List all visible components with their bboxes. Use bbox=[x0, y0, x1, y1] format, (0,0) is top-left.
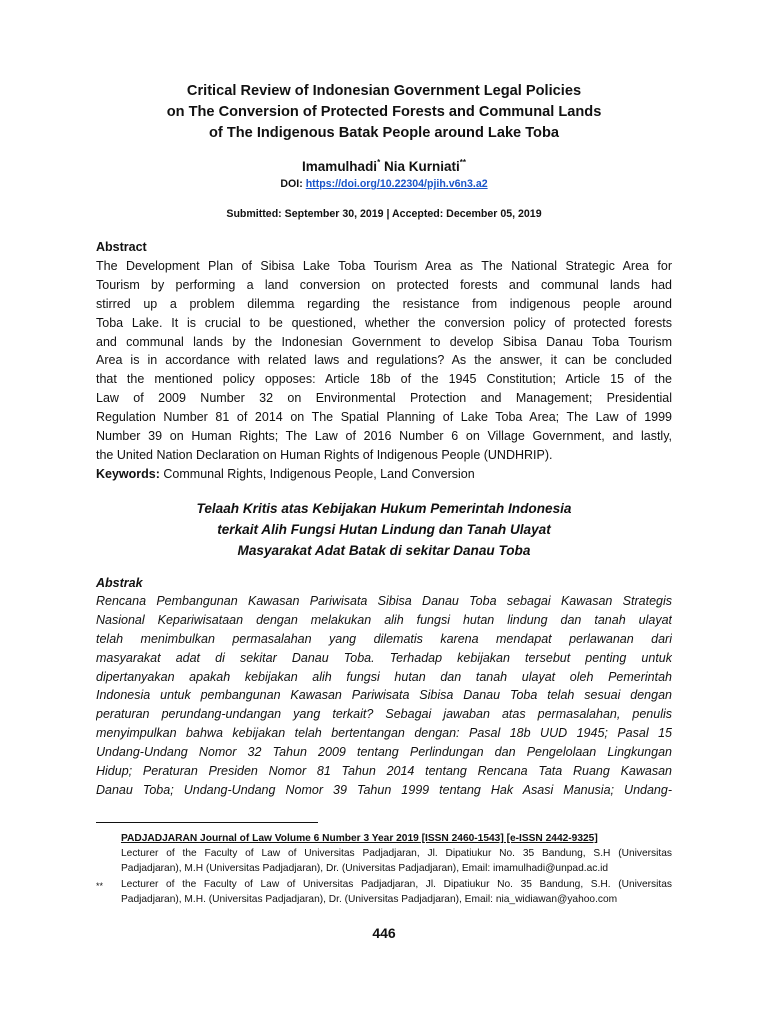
abstract-line: Area is in accordance with related laws and regulations? As the answer, it can be concluded bbox=[96, 353, 672, 368]
indonesian-title bbox=[96, 498, 672, 561]
page-number: 446 bbox=[372, 925, 396, 941]
abstrak-line: Rencana Pembangunan Kawasan Pariwisata Sibisa Danau Toba sebagai Kawasan Strategis bbox=[96, 594, 672, 608]
title-line: Masyarakat Adat Batak di sekitar Danau Toba bbox=[237, 543, 531, 558]
abstrak-line: Hidup; Peraturan Presiden Nomor 81 Tahun 2014 tentang Rencana Tata Ruang Kawasan bbox=[96, 764, 672, 779]
abstrak-line: telah menimbulkan permasalahan yang dilematis karena mendapat perlawanan dari bbox=[96, 631, 672, 646]
abstract-line: stirred up a problem dilemma regarding the resistance from indigenous people around bbox=[96, 296, 672, 311]
abstract-line: Toba Lake. It is crucial to be questioned, whether the conversion policy of protected forests bbox=[96, 315, 672, 330]
footnote-divider bbox=[96, 822, 318, 823]
abstrak-line: Danau Toba; Undang-Undang Nomor 39 Tahun 1999 tentang Hak Asasi Manusia; Undang- bbox=[96, 782, 672, 797]
footnote-1 bbox=[121, 846, 672, 876]
abstract-line: the United Nation Declaration on Human Rights of Indigenous People (UNDHRIP). bbox=[96, 447, 553, 462]
abstrak-line: Indonesia untuk pembangunan Kawasan Pariwisata Sibisa Danau Toba telah sesuai dengan bbox=[96, 688, 672, 703]
abstract-line: Law of 2009 Number 32 on Environmental Protection and Management; Presidential bbox=[96, 391, 672, 406]
title-line: Critical Review of Indonesian Government Legal Policies bbox=[186, 83, 582, 99]
title-line: of The Indigenous Batak People around Lake Toba bbox=[208, 125, 560, 141]
footnote-2 bbox=[96, 877, 672, 907]
abstract-line: and communal lands by the Indonesian Government to develop Sibisa Danau Toba Tourism bbox=[96, 334, 672, 349]
abstract-text bbox=[96, 257, 672, 465]
doi-link[interactable]: https://doi.org/10.22304/pjih.v6n3.a2 bbox=[305, 178, 488, 190]
footnote-line: Lecturer of the Faculty of Law of Universitas Padjadjaran, Jl. Dipatiukur No. 35 Bandung, S.H (Universitas bbox=[121, 848, 672, 860]
journal-citation: PADJADJARAN Journal of Law Volume 6 Number 3 Year 2019 [ISSN 2460-1543] [e-ISSN 2442-9325] bbox=[121, 833, 598, 844]
title-line: terkait Alih Fungsi Hutan Lindung dan Tanah Ulayat bbox=[217, 522, 551, 537]
paper-title bbox=[96, 81, 672, 144]
abstract-line: Number 39 on Human Rights; The Law of 2016 Number 6 on Village Government, and lastly, bbox=[96, 429, 672, 444]
abstrak-line: menyimpulkan bahwa kebijakan telah bertentangan dengan: Pasal 18b UUD 1945; Pasal 15 bbox=[96, 726, 672, 741]
abstrak-heading: Abstrak bbox=[96, 576, 143, 590]
abstrak-line: peraturan perundang-undangan yang terkait? Sebagai jawaban atas permasalahan, penulis bbox=[96, 707, 672, 722]
author-name: Imamulhadi bbox=[302, 159, 378, 174]
abstract-line: Tourism by performing a land conversion on protected forests and communal lands had bbox=[96, 277, 672, 292]
keywords-list: Communal Rights, Indigenous People, Land Conversion bbox=[163, 467, 475, 481]
submission-dates: Submitted: September 30, 2019 | Accepted: December 05, 2019 bbox=[226, 208, 542, 220]
authors bbox=[96, 154, 672, 176]
abstract-line: Regulation Number 81 of 2014 on The Spatial Planning of Lake Toba Area; The Law of 1999 bbox=[96, 410, 672, 425]
abstrak-line: Nasional Kepariwisataan dengan melakukan alih fungsi hutan lindung dan tanah ulayat bbox=[96, 612, 672, 627]
abstract-line: that the mentioned policy opposes: Article 18b of the 1945 Constitution; Article 15 of the bbox=[96, 372, 672, 387]
author-footnote-mark: * bbox=[377, 158, 381, 167]
keywords bbox=[96, 465, 475, 483]
footnote-line: Lecturer of the Faculty of Law of Universitas Padjadjaran, Jl. Dipatiukur No. 35 Bandung, S.H. (Universitas bbox=[121, 878, 672, 890]
footnote-line: Padjadjaran), M.H. (Universitas Padjadjaran), Dr. (Universitas Padjadjaran), Email: nia_widiawan@yahoo.com bbox=[121, 893, 618, 905]
doi-line bbox=[96, 177, 672, 191]
abstrak-line: Undang-Undang Nomor 32 Tahun 2009 tentang Perlindungan dan Pengelolaan Lingkungan bbox=[96, 745, 672, 760]
footnote-mark: ** bbox=[96, 880, 104, 891]
abstrak-line: masyarakat adat di sekitar Danau Toba. Terhadap kebijakan tersebut penting untuk bbox=[96, 650, 672, 665]
footnote-line: Padjadjaran), M.H (Universitas Padjadjaran), Dr. (Universitas Padjadjaran), Email: imamulhadi@unpad.ac.id bbox=[121, 863, 609, 875]
footnotes bbox=[96, 831, 672, 907]
abstract-line: The Development Plan of Sibisa Lake Toba Tourism Area as The National Strategic Area for bbox=[96, 259, 672, 273]
abstract-heading: Abstract bbox=[96, 240, 147, 254]
title-line: Telaah Kritis atas Kebijakan Hukum Pemerintah Indonesia bbox=[196, 501, 572, 516]
author-name: Nia Kurniati bbox=[383, 159, 460, 174]
doi-label: DOI: bbox=[280, 178, 303, 190]
author-footnote-mark: ** bbox=[459, 158, 466, 167]
keywords-label: Keywords: bbox=[96, 467, 160, 481]
title-line: on The Conversion of Protected Forests and Communal Lands bbox=[166, 104, 602, 120]
abstrak-text bbox=[96, 592, 672, 800]
abstrak-line: dipertanyakan apakah kebijakan alih fungsi hutan dan tanah ulayat oleh Pemerintah bbox=[96, 669, 672, 684]
